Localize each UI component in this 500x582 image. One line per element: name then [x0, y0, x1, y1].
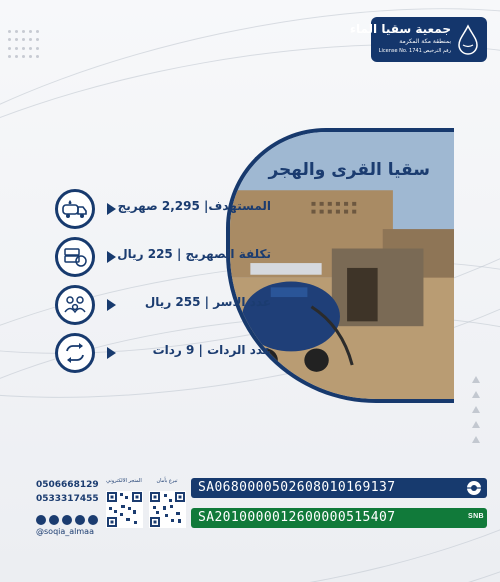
alrajhi-bank-icon [465, 480, 483, 496]
family-icon [55, 285, 95, 325]
dot-pattern [8, 30, 42, 60]
stat-row-target [55, 189, 271, 229]
triangle-decoration [472, 436, 480, 443]
water-drop-icon [455, 24, 481, 55]
arrow-icon [107, 251, 116, 263]
triangle-decoration [472, 421, 480, 428]
phone-number-2[interactable]: 0533317455 [36, 494, 99, 504]
iban-alrajhi[interactable] [191, 478, 487, 498]
arrow-icon [107, 347, 116, 359]
stat-label: المستهدف| 2,295 صهريج [117, 199, 271, 213]
x-icon[interactable] [75, 515, 85, 525]
triangle-decoration [472, 391, 480, 398]
phone-number-1[interactable]: 0506668129 [36, 480, 99, 490]
iban-number[interactable]: SA2010000012600000515407 [198, 510, 396, 525]
youtube-icon[interactable] [49, 515, 59, 525]
repeat-icon [55, 333, 95, 373]
snb-bank-icon: SNB [468, 513, 484, 520]
qr-store-label: المتجر الالكتروني [106, 478, 142, 484]
qr-code-store[interactable] [106, 491, 143, 528]
stat-row-cost [55, 237, 271, 277]
iban-snb[interactable] [191, 508, 487, 528]
water-truck-icon [55, 189, 95, 229]
qr-code-donate[interactable] [149, 491, 186, 528]
stat-row-families [55, 285, 271, 325]
stat-label: تكلفة الصهريج | 225 ريال [117, 247, 271, 261]
social-icons [36, 515, 98, 525]
social-handle[interactable]: @soqia_almaa [36, 527, 94, 536]
snapchat-icon[interactable] [88, 515, 98, 525]
triangle-decoration [472, 376, 480, 383]
campaign-title: سقيا القرى والهجر [268, 160, 430, 180]
organization-logo [349, 17, 487, 62]
triangle-decoration [472, 406, 480, 413]
facebook-icon[interactable] [62, 515, 72, 525]
qr-secure-label: تبرع بأمان [156, 478, 178, 484]
instagram-icon[interactable] [36, 515, 46, 525]
stat-row-rounds [55, 333, 271, 373]
stat-label: عدد الردات | 9 ردات [152, 343, 271, 357]
organization-region: بمنطقة مكة المكرمة [399, 38, 451, 45]
money-stack-icon [55, 237, 95, 277]
arrow-icon [107, 299, 116, 311]
organization-name: جمعية سقيا الماء [349, 22, 451, 36]
stat-label: عدد الأسر | 255 ريال [144, 295, 271, 309]
iban-number[interactable]: SA0680000502608010169137 [198, 480, 396, 495]
arrow-icon [107, 203, 116, 215]
license-number: License No. 1741 رقم الترخيص [378, 48, 451, 54]
